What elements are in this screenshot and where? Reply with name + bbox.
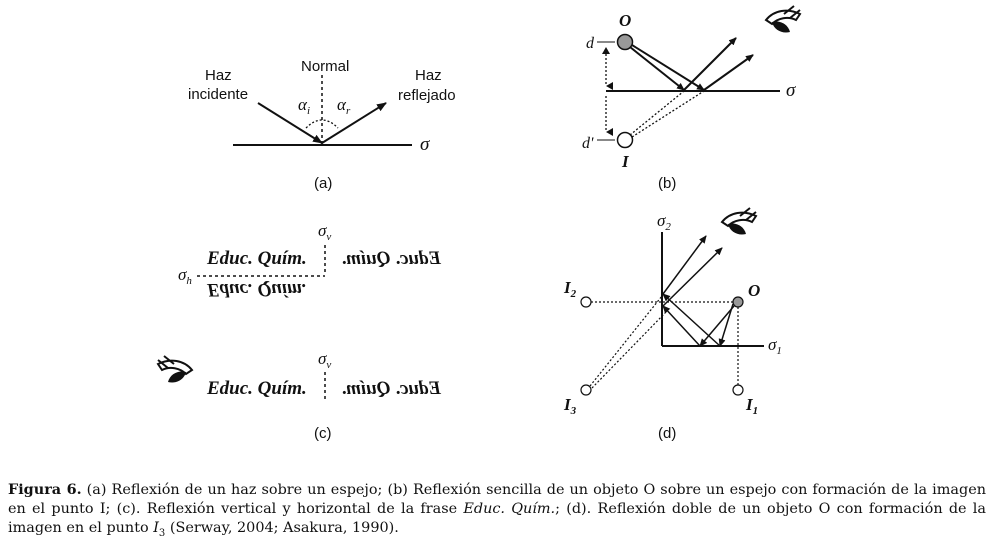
panel-c-diagram [158,221,442,442]
panel-a-reflected-label-2: reflejado [398,87,456,104]
panel-b-label: (b) [658,175,677,192]
panel-d-i2-label: $I_2$ [564,278,577,300]
panel-d-object [733,297,743,307]
panel-b-eye-icon [766,6,800,33]
panel-b-object-label: O [619,11,632,30]
figure-caption [8,480,986,543]
panel-d-image-3 [581,385,591,395]
caption-italic-phrase: Educ. Quím. [463,501,556,517]
panel-c-sigma-v-bottom: $\sigma_v$ [318,349,332,371]
panel-a-incident-label-2: incidente [188,86,249,103]
panel-c-eye-icon [158,356,192,383]
panel-d-eye-icon [722,208,756,235]
panel-a-diagram [188,58,456,192]
panel-d-image-1 [733,385,743,395]
panel-a-normal-label: Normal [301,58,350,75]
panel-d-diagram [563,208,782,442]
caption-image-point: I [153,520,159,536]
panel-c-sigma-v-top: $\sigma_v$ [318,221,332,243]
panel-d-i3-label: $I_3$ [564,395,577,417]
panel-b-mirror-label: σ [786,80,796,101]
panel-d-image-2 [581,297,591,307]
panel-d-sigma-2: $\sigma_2$ [657,211,671,233]
caption-text-3: (Serway, 2004; Asakura, 1990). [165,520,399,536]
panel-c-phrase-mirrored-v: Educ. Quím. [341,248,441,269]
caption-figure-label: Figura 6. [8,481,82,498]
caption-text-1: (a) Reflexión de un haz sobre un espejo; (b) Reflexión sencilla de un objeto O sobre un espejo con formación de la imagen en el punto I; (c). Reflexión vertical y horizontal de la frase [8,482,986,517]
panel-c-phrase-original-2: Educ. Quím. [207,378,307,399]
panel-a-incident-ray [258,103,322,143]
panel-a-incident-label-1: Haz [205,67,232,84]
panel-a-label: (a) [314,175,333,192]
panel-c-label: (c) [314,425,332,442]
panel-b-image-label: I [622,152,629,171]
panel-a-angle-r: $\alpha_r$ [337,95,351,117]
panel-d-i1-label: $I_1$ [746,395,759,417]
caption-text-2: ; (d). Reflexión doble de un objeto O con formación de la imagen en el punto [8,501,986,536]
panel-b-distance-d-prime: d' [582,135,594,152]
panel-c-phrase-mirrored-v-2: Educ. Quím. [341,378,441,399]
panel-c-phrase-original: Educ. Quím. [207,248,307,269]
panel-c-phrase-mirrored-h: Educ. Quím. [207,279,307,300]
panel-d-object-label: O [748,281,761,300]
panel-b-distance-d: d [586,35,594,52]
panel-c-sigma-h: $\sigma_h$ [178,265,192,287]
panel-d-label: (d) [658,425,677,442]
panel-a-reflected-label-1: Haz [415,67,442,84]
panel-a-mirror-label: σ [420,134,430,155]
panel-d-sigma-1: $\sigma_1$ [768,335,782,357]
panel-a-angle-i: $\alpha_i$ [298,95,310,117]
caption-image-point-sub: 3 [158,527,166,539]
panel-b-diagram [582,6,800,192]
